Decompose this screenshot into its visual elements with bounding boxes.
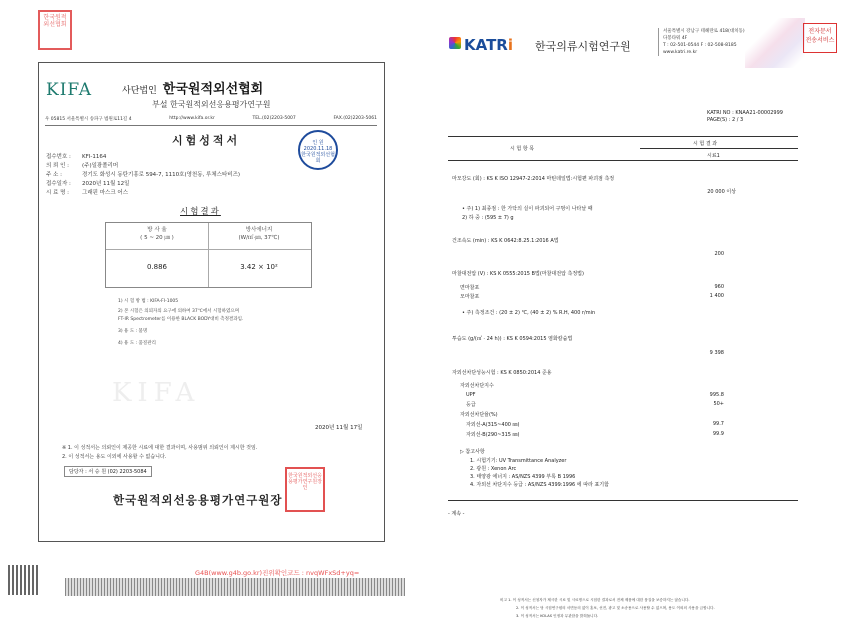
logo-main: KATR [464, 36, 508, 54]
radiant-energy-value: 3.42 × 10² [240, 263, 278, 271]
katri-logo [464, 36, 513, 54]
red-seal: 한국원적외선응용평가연구원장인 [285, 467, 325, 512]
blue-seal-bottom: 한국원적외선협회 [301, 152, 335, 164]
reference-4: 4. 자외선 차단지수 등급 : AS/NZS 4399:1996 에 따라 표기함 [470, 482, 609, 488]
section-uv: 자외선차단성능시험 : KS K 0850:2014 준용 [452, 370, 552, 376]
org-prefix: 사단법인 [122, 86, 157, 96]
info-date [46, 179, 129, 187]
blue-seal [298, 130, 338, 170]
header-bottom-line [448, 160, 798, 161]
e-doc-badge [803, 23, 837, 53]
uv-row-value: 99.9 [712, 431, 724, 437]
static-row-1-label: 면마찰포 [460, 285, 480, 291]
col2-unit: (W/㎡·㎛, 37℃) [238, 235, 280, 241]
address: 우 05815 서울특별시 송파구 법원로11길 4 [45, 117, 132, 122]
reference-1: 1. 시험기기: UV Transmittance Analyzer [470, 458, 567, 464]
abrasion-value: 20 000 이상 [707, 189, 736, 195]
page-count: PAGE(S) : 2 / 3 [707, 117, 744, 123]
section-abrasion: 마모강도 (회) : KS K ISO 12947-2:2014 마틴데일법:시험편 파괴점 측정 [452, 176, 615, 182]
footer-note-2: 2. 이 성적서는 당 시험연구원의 서면동의 없이 홍보, 선전, 광고 및 소송용으로 사용할 수 없으며, 용도 이외의 사용을 금합니다. [516, 606, 715, 610]
badge-line: 전자문서 [808, 28, 832, 35]
field-value: KFI-1164 [82, 154, 107, 160]
col2-header [208, 226, 310, 242]
table-top-line [448, 136, 798, 137]
footnote-2: 2. 이 성적서는 용도 이외에 사용할 수 없습니다. [62, 454, 167, 460]
note-4: 3) 용 도 : 불명 [118, 329, 148, 334]
field-label: 주 소 : [46, 172, 62, 178]
section-moisture: 투습도 (g/(㎡ · 24 h)) : KS K 0594:2015 염화칼슘법 [452, 336, 573, 342]
col1-header-text: 방 사 율 [147, 227, 167, 233]
info-address [46, 170, 240, 178]
kifa-address-line [45, 116, 377, 126]
static-row-2-value: 1 400 [709, 293, 724, 299]
kifa-logo: KIFA [46, 80, 93, 100]
reference-title: ▷ 참고사항 [460, 449, 485, 455]
field-label: 의 뢰 인 : [46, 163, 70, 169]
uv-row-label: 자외선-B(290~315 ㎚) [466, 432, 520, 438]
institute-director: 한국원적외선응용평가연구원장 [113, 493, 283, 507]
header-result: 시 험 결 과 [693, 141, 718, 147]
section-static: 마찰대전압 (V) : KS K 0555:2015 B법(마찰대전압 측정법) [452, 271, 584, 277]
field-value: 2020년 11월 12일 [82, 181, 130, 187]
static-row-2-label: 모마찰포 [460, 294, 480, 300]
note-3: FT-IR Spectrometer를 이용한 BLACK BODY대비 측정결과임. [118, 317, 244, 322]
field-value: (주)일광폴리머 [82, 163, 119, 169]
moisture-value: 9 398 [709, 350, 724, 356]
uv-row-label: 자외선차단지수 [460, 383, 494, 389]
logo-i: i [507, 36, 514, 54]
katri-org-name: 한국의류시험연구원 [535, 40, 631, 53]
abrasion-note-2: 2) 하 중 : (595 ± 7) g [462, 215, 514, 221]
fax: FAX.(02)2203-5061 [333, 116, 377, 121]
col2-header-text: 방사에너지 [245, 227, 273, 233]
kifa-sub-org: 부설 한국원적외선응용평가연구원 [152, 100, 271, 109]
field-value: 경기도 화성시 동탄기흥로 594-7, 1110호(영천동, 루체스타비즈) [82, 172, 241, 178]
reference-2: 2. 광원 : Xenon Arc [470, 466, 517, 472]
footnote-1: ※ 1. 이 성적서는 의뢰인이 제공한 시료에 대한 결과이며, 사용범위 의뢰인이 제시한 것임. [62, 445, 258, 451]
section-drying: 건조속도 (min) : KS K 0642:8.25.1:2016 A법 [452, 238, 559, 244]
footer-note-3: 3. 이 성적서는 KOLAS 인정과 무관함을 밝혀둡니다. [516, 614, 599, 618]
note-2: 2) 본 시험은 의뢰자의 요구에 의하여 37℃에서 시험하였으며 [118, 309, 240, 314]
info-client [46, 161, 118, 169]
kifa-watermark: KIFA [112, 378, 201, 408]
org-name: 한국원적외선협회 [162, 82, 264, 97]
top-stamp-text: 한국원적외선협회 [43, 14, 67, 28]
note-5: 4) 용 도 : 품질관리 [118, 341, 156, 346]
issue-date: 2020년 11월 17일 [315, 425, 363, 431]
report-number-block [707, 110, 783, 124]
website: http://www.kifa.or.kr [169, 116, 215, 121]
g4b-verify-code: G4B(www.g4b.go.kr)진위확인코드 : nvqWFxSd+yq= [195, 569, 360, 577]
katri-logo-icon [449, 37, 461, 49]
uv-row-label: 자외선-A(315~400 ㎚) [466, 422, 520, 428]
footer-note-1: 비고 1. 이 성적서는 신청자가 제시한 시료 및 시료명으로 시험한 결과로서 전체 제품에 대한 품질을 보증하지는 않습니다. [500, 598, 690, 602]
header-item: 시 험 항 목 [510, 146, 535, 152]
blue-seal-date: 2020.11.18 [303, 146, 333, 152]
col1-range: ( 5 ~ 20 ㎛ ) [140, 235, 174, 241]
drying-value: 200 [714, 251, 724, 257]
table-bottom-line [448, 500, 798, 501]
uv-row-value: 50+ [713, 401, 724, 407]
result-title: 시험결과 [180, 207, 221, 217]
field-label: 시 료 명 : [46, 190, 70, 196]
addr-line: T : 02-501-0544 F : 02-508-8185 [663, 43, 737, 48]
uv-row-value: 99.7 [712, 421, 724, 427]
katri-address [658, 28, 745, 56]
certificate-title: 시험성적서 [172, 134, 241, 147]
top-red-stamp [38, 10, 72, 50]
qr-code-icon [8, 565, 38, 595]
sample-label: 시료1 [707, 153, 720, 159]
barcode-icon [65, 578, 405, 596]
decorative-graphic [745, 18, 805, 68]
info-sample [46, 188, 128, 196]
note-1: 1) 시 험 방 법 : KIFA-FI-1005 [118, 299, 179, 304]
report-no: KATRI NO : KNAA21-00002999 [707, 110, 783, 116]
result-table [105, 222, 312, 288]
tel: TEL.(02)2203-5007 [252, 116, 296, 121]
uv-row-label: UPF [466, 392, 476, 398]
static-note: • 주) 측정조건 : (20 ± 2) ℃, (40 ± 2) % R.H, 400 r/min [462, 310, 596, 316]
abrasion-note-1: • 주) 1) 최종점 : 한 가닥의 실이 파괴되어 구멍이 나타날 때 [462, 206, 593, 212]
reference-3: 3. 태양광 에너지 : AS/NZS 4399 부록 B 1996 [470, 474, 576, 480]
kifa-org-name [122, 78, 263, 97]
contact-box: 담당자 : 서 승 원 (02) 2203-5084 [64, 466, 152, 477]
header-sub-line [640, 148, 798, 149]
uv-row-label: 자외선차단율(%) [460, 412, 498, 418]
static-row-1-value: 960 [714, 284, 724, 290]
field-value: 그래핀 마스크 어스 [82, 190, 129, 196]
addr-line: 다봉타워 4F [663, 36, 688, 41]
field-label: 접수일자 : [46, 181, 71, 187]
uv-row-value: 995.8 [709, 392, 724, 398]
addr-line: www.katri.re.kr [663, 50, 698, 55]
uv-row-label: 등급 [466, 402, 476, 408]
badge-line: 전송서비스 [805, 37, 835, 44]
info-receipt-no [46, 152, 106, 160]
continued-label: - 계속 - [448, 511, 465, 517]
col1-header [106, 226, 208, 242]
emissivity-value: 0.886 [146, 263, 168, 271]
addr-line: 서울특별시 강남구 테헤란로 418(대치동) [663, 29, 745, 34]
field-label: 접수번호 : [46, 154, 71, 160]
blue-seal-top: 인 원 [312, 140, 324, 146]
